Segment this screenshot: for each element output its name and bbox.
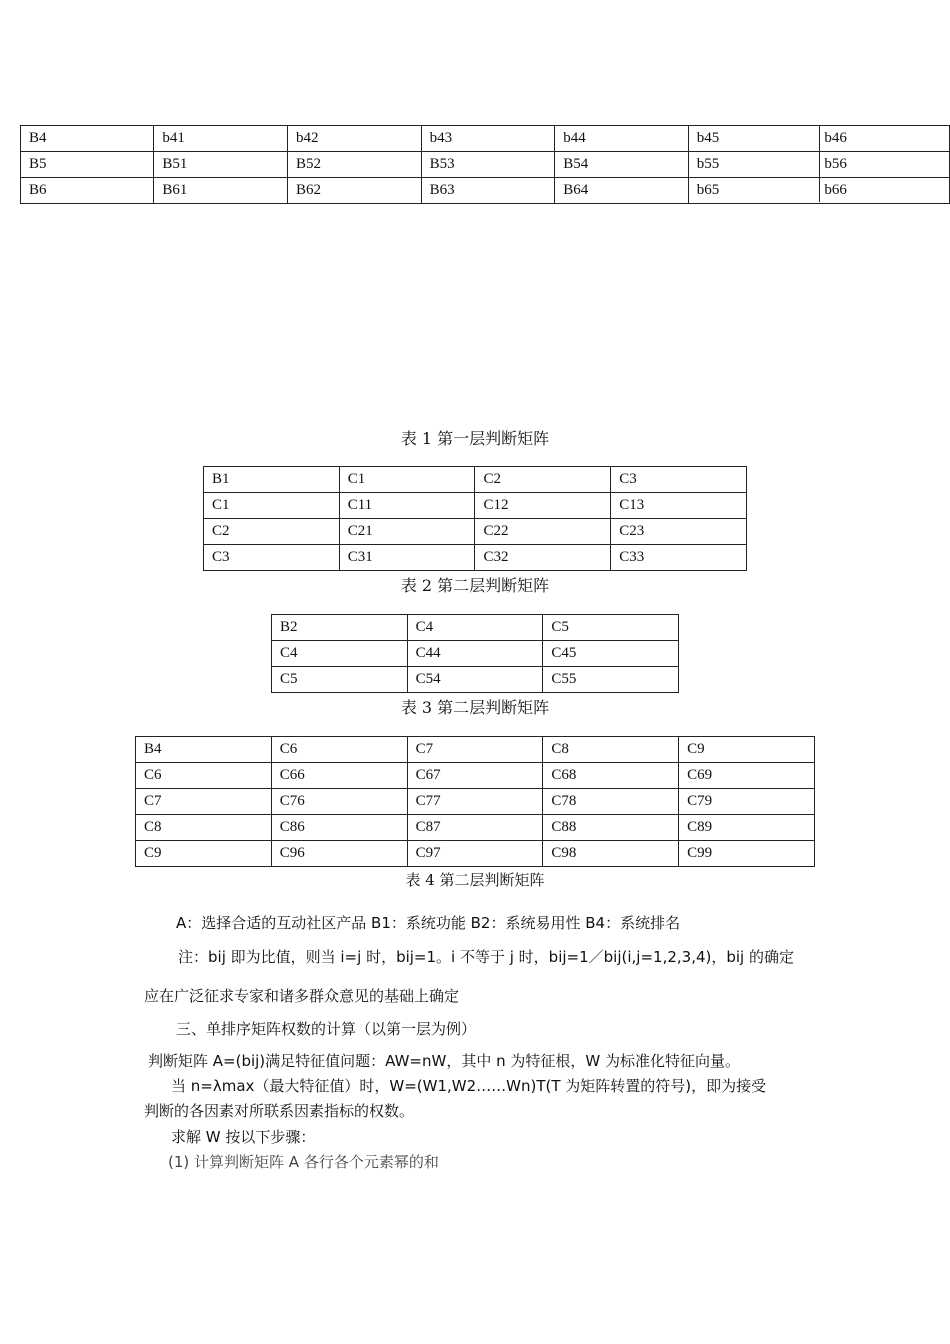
table-cell: b42 [288,126,422,152]
table-cell: C6 [271,737,407,763]
table-cell: C54 [407,667,543,693]
table-cell: b56 [736,152,949,178]
table-cell: C66 [271,763,407,789]
table-row [204,519,747,545]
table-cell: C96 [271,841,407,867]
table-cell: C22 [475,519,611,545]
table-cell: b65 [688,178,736,204]
table-row [136,815,815,841]
table-row [21,152,950,178]
table-cell: b66 [736,178,949,204]
table-cell: B4 [136,737,272,763]
table-cell: C99 [679,841,815,867]
note-line-1: 注：bij 即为比值，则当 i=j 时，bij=1。i 不等于 j 时，bij=1／bij(i,j=1,2,3,4)，bij 的确定 [178,948,794,966]
table2-caption: 表 2 第二层判断矩阵 [400,576,550,595]
table-cell: C79 [679,789,815,815]
table-top [20,125,950,204]
table-row [272,641,679,667]
table-cell: C33 [611,545,747,571]
table-cell: B64 [555,178,689,204]
table-cell: C97 [407,841,543,867]
table-cell: B53 [421,152,555,178]
table-row [136,763,815,789]
table-cell: C76 [271,789,407,815]
table-cell: B52 [288,152,422,178]
table-cell: C5 [272,667,408,693]
table-cell: C4 [272,641,408,667]
table-cell: B2 [272,615,408,641]
table-row [136,841,815,867]
table-divider-line [819,126,820,202]
table-cell: C23 [611,519,747,545]
table-cell: C8 [543,737,679,763]
table-cell: C3 [611,467,747,493]
table-cell: C2 [475,467,611,493]
table-cell: C98 [543,841,679,867]
table-cell: C89 [679,815,815,841]
table-row [204,493,747,519]
table-cell: b44 [555,126,689,152]
table2 [271,614,679,693]
table-cell: b45 [688,126,736,152]
table-cell: C55 [543,667,679,693]
paragraph-2-line-2: 判断的各因素对所联系因素指标的权数。 [144,1102,415,1120]
table1 [203,466,747,571]
table-cell: C77 [407,789,543,815]
table4-caption: 表 4 第二层判断矩阵 [405,871,545,889]
table-cell: C3 [204,545,340,571]
table-cell: C21 [339,519,475,545]
table1-caption: 表 1 第一层判断矩阵 [400,429,550,448]
table-cell: b41 [154,126,288,152]
table-cell: C67 [407,763,543,789]
paragraph-2-line-1: 当 n=λmax（最大特征值）时，W=(W1,W2……Wn)T(T 为矩阵转置的符号)，即为接受 [171,1077,767,1095]
table-row [21,126,950,152]
table-cell: B63 [421,178,555,204]
table-cell: C7 [136,789,272,815]
table-row [272,667,679,693]
table-cell: C8 [136,815,272,841]
table3-caption: 表 3 第二层判断矩阵 [400,698,550,717]
table-cell: B6 [21,178,154,204]
table-cell: C68 [543,763,679,789]
table-cell: B62 [288,178,422,204]
table-cell: C31 [339,545,475,571]
table-cell: C45 [543,641,679,667]
table-cell: C5 [543,615,679,641]
table-cell: b46 [736,126,949,152]
table3 [135,736,815,867]
table-cell: C44 [407,641,543,667]
table-cell: C9 [136,841,272,867]
table-cell: C9 [679,737,815,763]
table-cell: C12 [475,493,611,519]
table-cell: C1 [339,467,475,493]
note-line-2: 应在广泛征求专家和诸多群众意见的基础上确定 [144,987,460,1005]
paragraph-3: 求解 W 按以下步骤： [171,1128,316,1146]
table-cell: B1 [204,467,340,493]
paragraph-1: 判断矩阵 A=(bij)满足特征值问题：AW=nW，其中 n 为特征根，W 为标准化特征向量。 [148,1052,740,1070]
table-row [136,737,815,763]
table-cell: C4 [407,615,543,641]
table-cell: C6 [136,763,272,789]
section-heading: 三、单排序矩阵权数的计算（以第一层为例） [176,1020,477,1038]
table-row [21,178,950,204]
table-row [204,467,747,493]
legend-text: A：选择合适的互动社区产品 B1：系统功能 B2：系统易用性 B4：系统排名 [176,914,681,932]
paragraph-4: (1) 计算判断矩阵 A 各行各个元素幂的和 [168,1153,439,1171]
table-cell: C7 [407,737,543,763]
table-cell: C11 [339,493,475,519]
table-row [136,789,815,815]
table-row [204,545,747,571]
table-cell: B5 [21,152,154,178]
table-cell: B54 [555,152,689,178]
table-cell: C13 [611,493,747,519]
table-cell: C2 [204,519,340,545]
table-cell: C87 [407,815,543,841]
table-cell: C1 [204,493,340,519]
table-cell: b55 [688,152,736,178]
table-cell: C88 [543,815,679,841]
table-cell: C32 [475,545,611,571]
table-cell: b43 [421,126,555,152]
table-cell: B4 [21,126,154,152]
table-cell: B61 [154,178,288,204]
table-row [272,615,679,641]
table-cell: C69 [679,763,815,789]
table-cell: C86 [271,815,407,841]
table-cell: B51 [154,152,288,178]
table-cell: C78 [543,789,679,815]
